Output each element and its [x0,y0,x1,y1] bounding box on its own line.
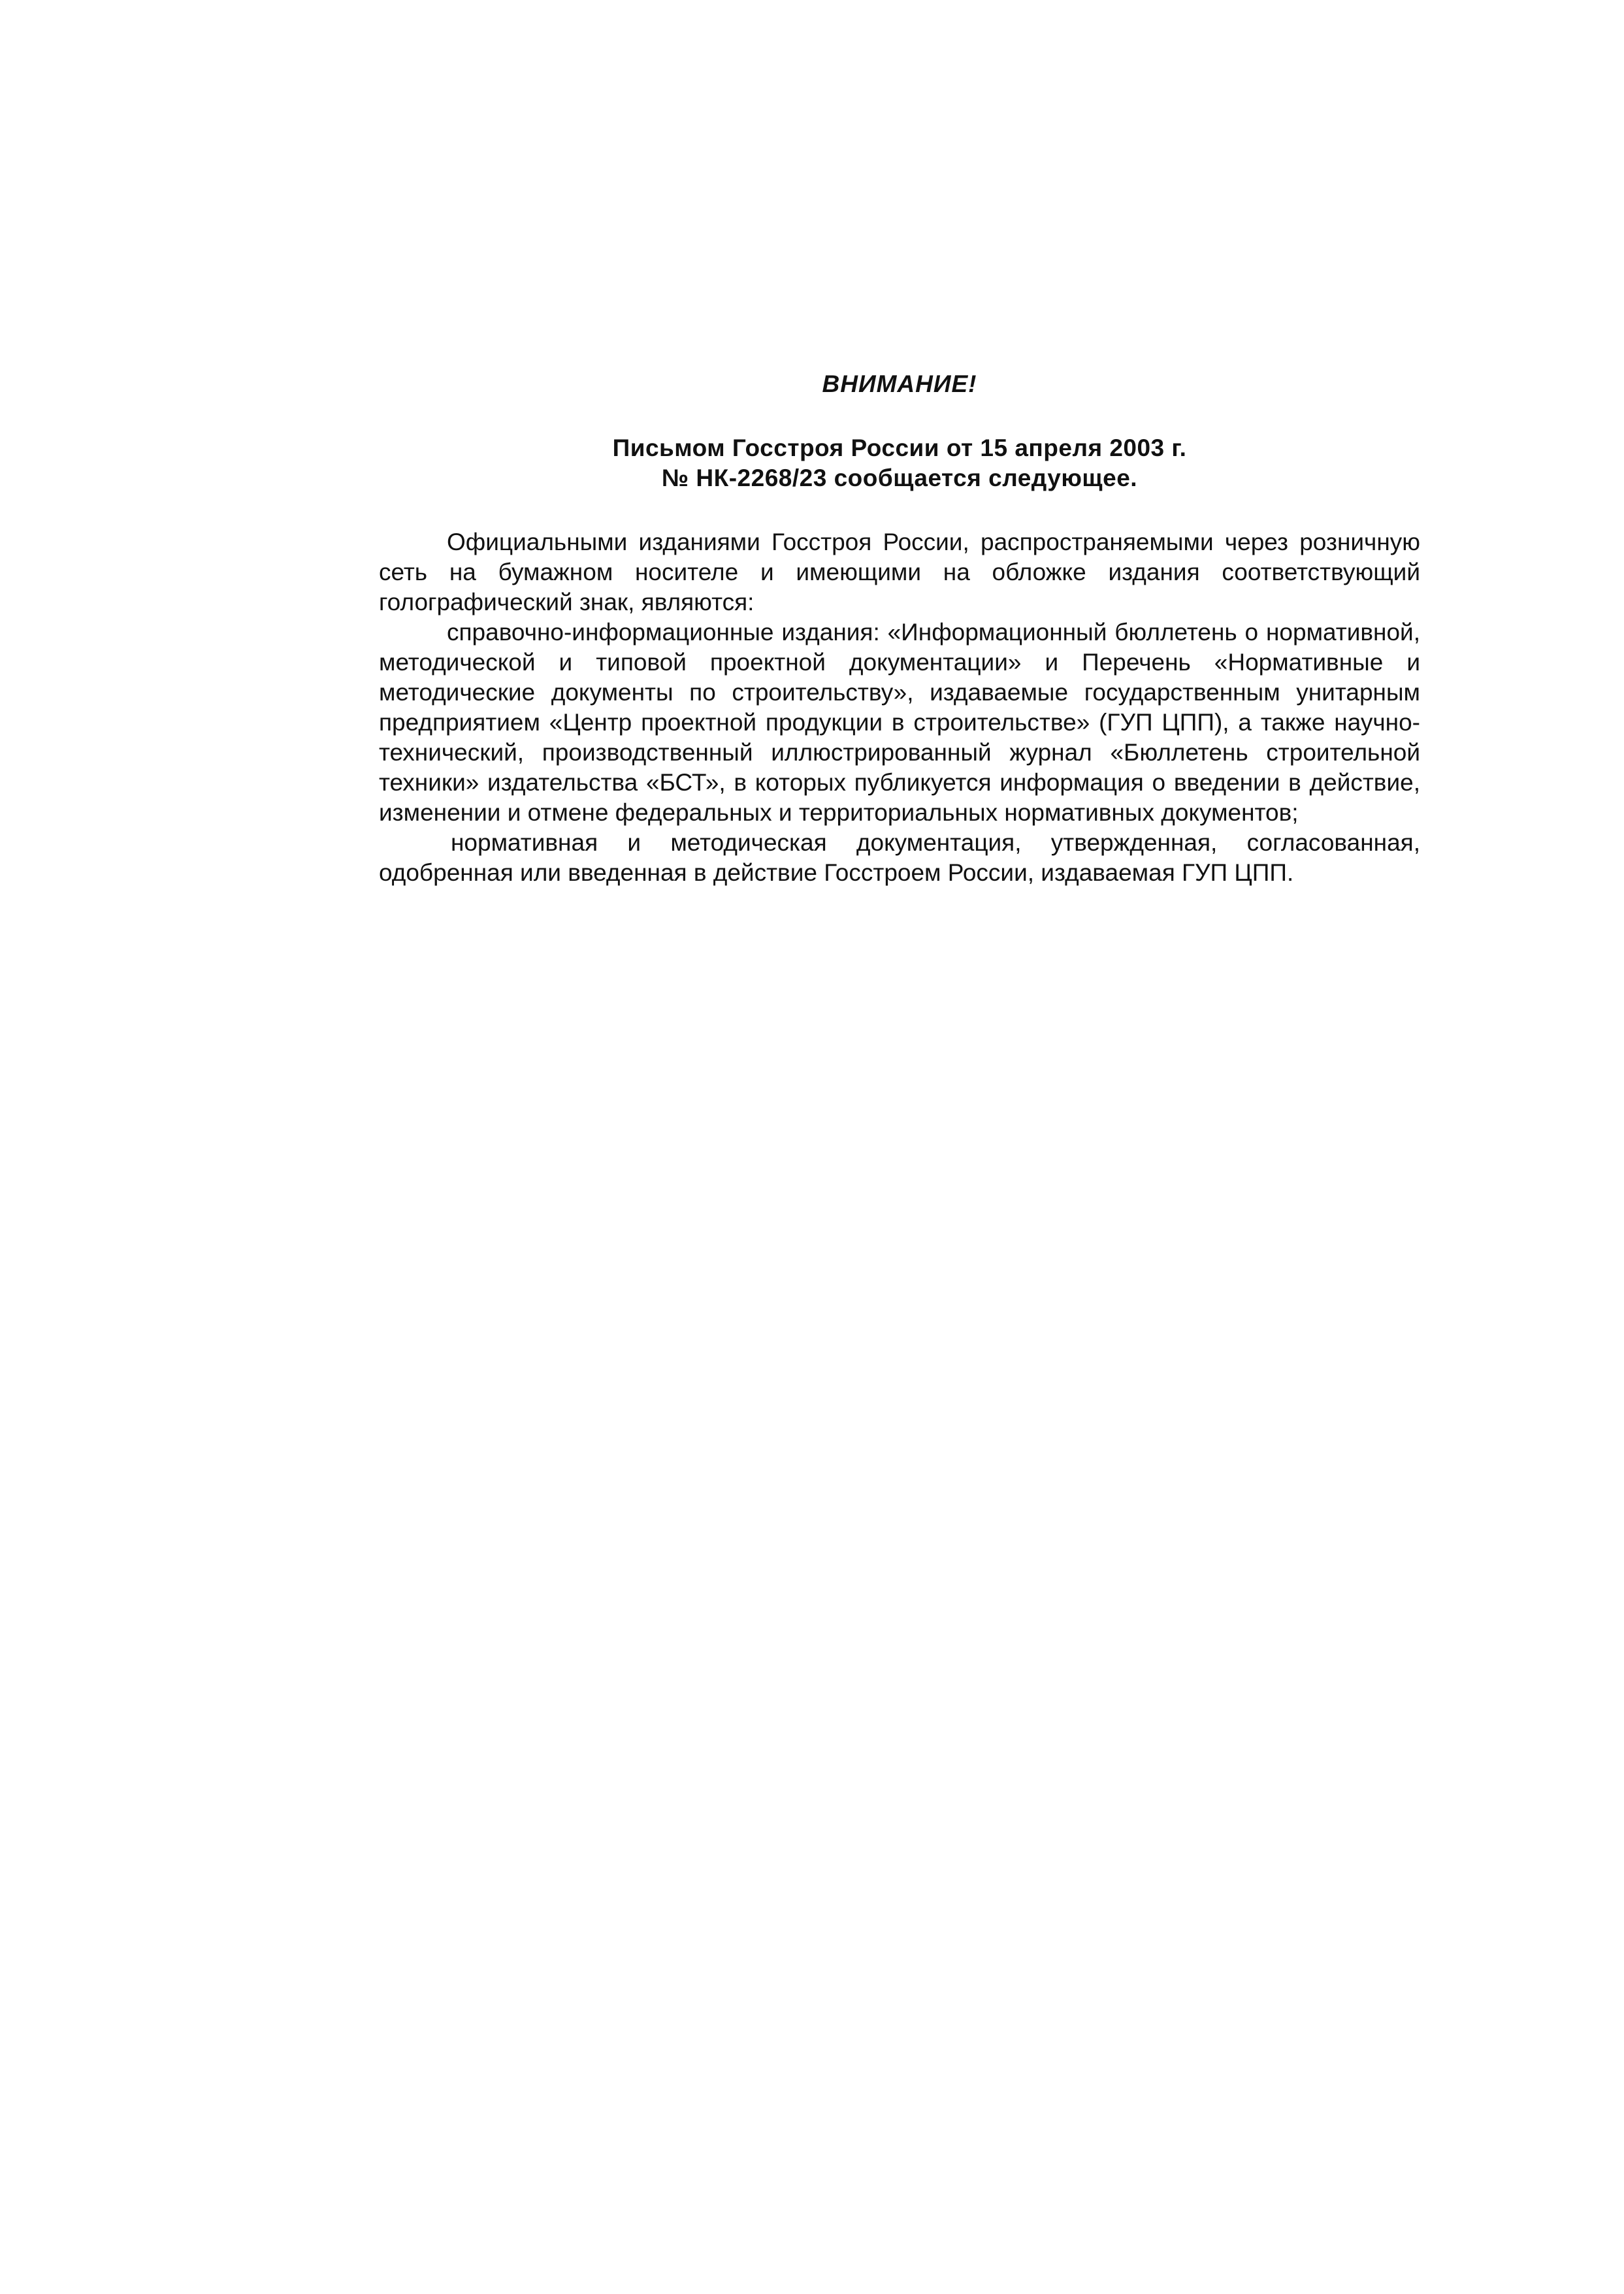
paragraph-normative-documentation: нормативная и методическая документация, утвержденная, согласованная, одобренная или введенная в действие Госстроем России, издаваемая ГУП ЦПП. [379,829,1420,886]
notice-title: ВНИМАНИЕ! [822,370,977,397]
notice-subtitle-line-2: № НК-2268/23 сообщается следующее. [661,465,1138,491]
paragraph-official-editions: Официальными изданиями Госстроя России, распространяемыми через розничную сеть на бумажном носителе и имеющими на обложке издания соответствующий голографический знак, являются: [379,529,1420,615]
notice-block [379,369,1420,888]
notice-subtitle-line-1: Письмом Госстроя России от 15 апреля 2003 г. [612,434,1187,461]
notice-subtitle [379,433,1420,493]
paragraph-reference-editions: справочно-информационные издания: «Информационный бюллетень о нормативной, методической и типовой проектной документации» и Перечень «Нормативные и методические документы по строительству», издаваемые государственным унитарным предприятием «Центр проектной продукции в строительстве» (ГУП ЦПП), а также научно-технический, производственный иллюстрированный журнал «Бюллетень строительной техники» издательства «БСТ», в которых публикуется информация о введении в действие, изменении и отмене федеральных и территориальных нормативных документов; [379,619,1420,826]
